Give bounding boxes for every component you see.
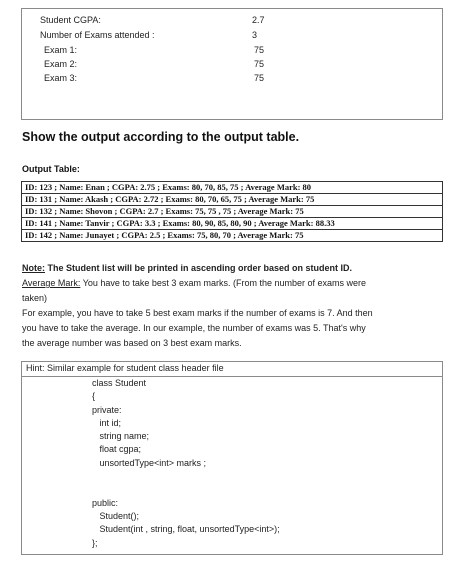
note-text: The Student list will be printed in ascending order based on student ID. [45,263,353,273]
code-line: int id; [92,417,122,428]
code-line [22,470,280,483]
section-heading: Show the output according to the output table. [22,130,300,144]
output-table [21,181,443,242]
output-table-label: Output Table: [22,164,80,174]
example-paragraph-line: you have to take the average. In our example, the number of exams was 5. That's why [22,323,366,333]
code-line: Student(int , string, float, unsortedType<int>); [92,524,280,535]
code-block [22,377,280,550]
code-line: class Student [92,378,147,388]
code-line: unsortedType<int> marks ; [92,457,207,468]
output-row: ID: 123 ; Name: Enan ; CGPA: 2.75 ; Exams: 80, 70, 85, 75 ; Average Mark: 80 [22,182,442,194]
code-line: private: [92,404,122,415]
kv-value: 75 [254,45,265,55]
code-line [22,483,280,496]
output-row: ID: 142 ; Name: Junayet ; CGPA: 2.5 ; Exams: 75, 80, 70 ; Average Mark: 75 [25,230,304,240]
code-line: { [92,391,96,402]
example-paragraph-line: the average number was based on 3 best exam marks. [22,338,242,348]
note-line [22,261,452,276]
kv-label: Number of Exams attended : [40,30,155,40]
code-line: float cgpa; [92,444,142,455]
code-line: string name; [92,431,150,442]
kv-value: 3 [252,30,258,40]
student-info-box [21,8,443,120]
code-line: Student(); [92,510,140,521]
kv-value: 75 [254,73,265,83]
kv-value: 75 [254,59,265,69]
output-row: ID: 132 ; Name: Shovon ; CGPA: 2.7 ; Exams: 75, 75 , 75 ; Average Mark: 75 [22,206,442,218]
kv-label: Student CGPA: [40,15,101,25]
notes-section [22,261,452,351]
kv-value: 2.7 [252,15,265,25]
kv-label: Exam 3: [44,73,78,83]
average-mark-line [22,276,452,291]
output-row: ID: 131 ; Name: Akash ; CGPA: 2.72 ; Exams: 80, 70, 65, 75 ; Average Mark: 75 [22,194,442,206]
average-mark-prefix: Average Mark: [22,278,81,288]
hint-title: Hint: Similar example for student class header file [22,362,442,377]
kv-label: Exam 1: [44,45,78,55]
example-paragraph-line: For example, you have to take 5 best exam marks if the number of exams is 7. And then [22,308,373,318]
note-prefix: Note: [22,263,45,273]
output-row: ID: 141 ; Name: Tanvir ; CGPA: 3.3 ; Exams: 80, 90, 85, 80, 90 ; Average Mark: 88.33 [22,218,442,230]
code-line: }; [92,537,98,548]
average-mark-text: You have to take best 3 exam marks. (From the number of exams were [80,278,366,288]
kv-label: Exam 2: [44,59,78,69]
hint-box [21,361,443,555]
average-mark-line-2: taken) [22,293,48,303]
code-line: public: [92,497,119,508]
